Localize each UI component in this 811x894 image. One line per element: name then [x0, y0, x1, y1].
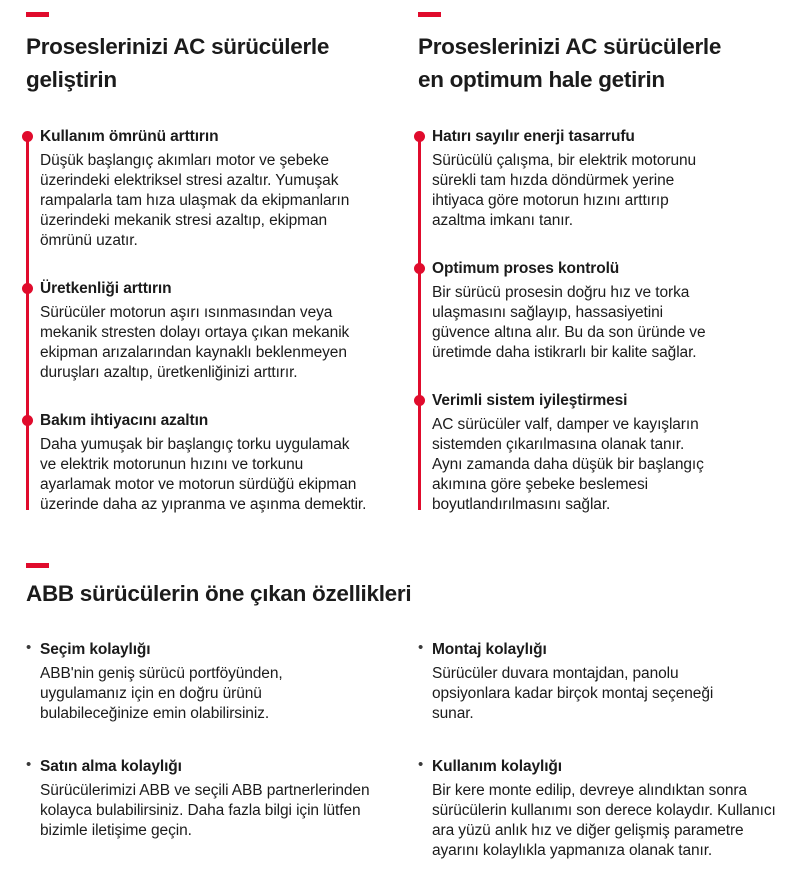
- bullet-dot-icon: [414, 131, 425, 142]
- benefit-body: Düşük başlangıç akımları motor ve şebeke üzerindeki elektriksel stresi azaltır. Yumuşak rampalarla tam hıza ulaşmak da ekipmanların üzerindeki mekanik stresi azaltıp, ekipman ömrünü uzatır.: [40, 152, 350, 249]
- bullet-dot-icon: [22, 283, 33, 294]
- bullet-dot-icon: [414, 263, 425, 274]
- features-section: [0, 551, 811, 894]
- bullet-dot-icon: [414, 395, 425, 406]
- benefit-section: [40, 279, 392, 383]
- feature-title: Montaj kolaylığı: [432, 641, 547, 658]
- column-optimize-processes: [418, 12, 785, 551]
- benefit-title: Üretkenliği arttırın: [40, 280, 172, 297]
- benefit-body: Sürücülü çalışma, bir elektrik motorunu sürekli tam hızda döndürmek yerine ihtiyaca göre motorun hızını arttırıp azaltma imkanı tanır.: [432, 152, 697, 229]
- features-column-left: [26, 640, 418, 894]
- benefit-section: [432, 127, 785, 231]
- benefit-body: AC sürücüler valf, damper ve kayışların sistemden çıkarılmasına olanak tanır. Aynı zamanda daha düşük bir başlangıç akımına göre şebeke beslemesi boyutlandırılmasını sağlar.: [432, 416, 704, 513]
- feature-body: Bir kere monte edilip, devreye alındıktan sonra sürücülerin kullanımı son derece kolaydır. Kullanıcı ara yüzü anlık hız ve diğer gelişmiş parametre ayarını kolaylıkla yapmanıza olanak tanır.: [432, 782, 776, 859]
- benefit-title: Bakım ihtiyacını azaltın: [40, 412, 209, 429]
- bullet-dot-icon: [22, 131, 33, 142]
- benefit-title: Verimli sistem iyileştirmesi: [432, 392, 628, 409]
- timeline-line: [26, 135, 29, 510]
- benefit-body: Sürücüler motorun aşırı ısınmasından veya mekanik stresten dolayı ortaya çıkan mekanik ekipman arızalarından kaynaklı beklenmeyen duruşları azaltıp, üretkenliğinizi arttırır.: [40, 304, 350, 381]
- benefit-title: Optimum proses kontrolü: [432, 260, 620, 277]
- column-title: Proseslerinizi AC sürücülerle geliştirin: [26, 34, 330, 92]
- red-dash-icon: [26, 12, 49, 17]
- bullet-icon: •: [418, 639, 424, 656]
- red-dash-icon: [26, 563, 49, 568]
- bullet-icon: •: [418, 756, 424, 773]
- benefit-section: [432, 259, 785, 363]
- feature-item: [26, 757, 418, 841]
- timeline-list: [26, 127, 392, 515]
- bullet-dot-icon: [22, 415, 33, 426]
- feature-body: ABB'nin geniş sürücü portföyünden, uygulamanız için en doğru ürünü bulabileceğinize emin olabilirsiniz.: [40, 665, 283, 722]
- features-title: ABB sürücülerin öne çıkan özellikleri: [26, 581, 412, 606]
- red-dash-icon: [418, 12, 441, 17]
- column-title: Proseslerinizi AC sürücülerle en optimum hale getirin: [418, 34, 722, 92]
- bullet-icon: •: [26, 756, 32, 773]
- features-column-right: [418, 640, 785, 894]
- feature-title: Seçim kolaylığı: [40, 641, 151, 658]
- benefit-section: [432, 391, 785, 515]
- benefit-title: Hatırı sayılır enerji tasarrufu: [432, 128, 635, 145]
- feature-body: Sürücülerimizi ABB ve seçili ABB partnerlerinden kolayca bulabilirsiniz. Daha fazla bilgi için lütfen bizimle iletişime geçin.: [40, 782, 370, 839]
- feature-item: [418, 640, 785, 724]
- feature-item: [418, 757, 785, 861]
- feature-item: [26, 640, 418, 724]
- timeline-list: [418, 127, 785, 515]
- benefit-section: [40, 127, 392, 251]
- features-grid: [26, 640, 811, 894]
- timeline-line: [418, 135, 421, 510]
- benefit-body: Daha yumuşak bir başlangıç torku uygulamak ve elektrik motorunun hızını ve torkunu ayarlamak motor ve motorun sürdüğü ekipman üzerinde daha az yıpranma ve aşınma demektir.: [40, 436, 367, 513]
- feature-title: Kullanım kolaylığı: [432, 758, 562, 775]
- column-improve-processes: [26, 12, 392, 551]
- bullet-icon: •: [26, 639, 32, 656]
- benefit-body: Bir sürücü prosesin doğru hız ve torka ulaşmasını sağlayıp, hassasiyetini güvence altına alır. Bu da son üründe ve üretimde daha istikrarlı bir kalite sağlar.: [432, 284, 706, 361]
- benefit-title: Kullanım ömrünü arttırın: [40, 128, 219, 145]
- benefit-section: [40, 411, 392, 515]
- feature-title: Satın alma kolaylığı: [40, 758, 182, 775]
- feature-body: Sürücüler duvara montajdan, panolu opsiyonlara kadar birçok montaj seçeneği sunar.: [432, 665, 714, 722]
